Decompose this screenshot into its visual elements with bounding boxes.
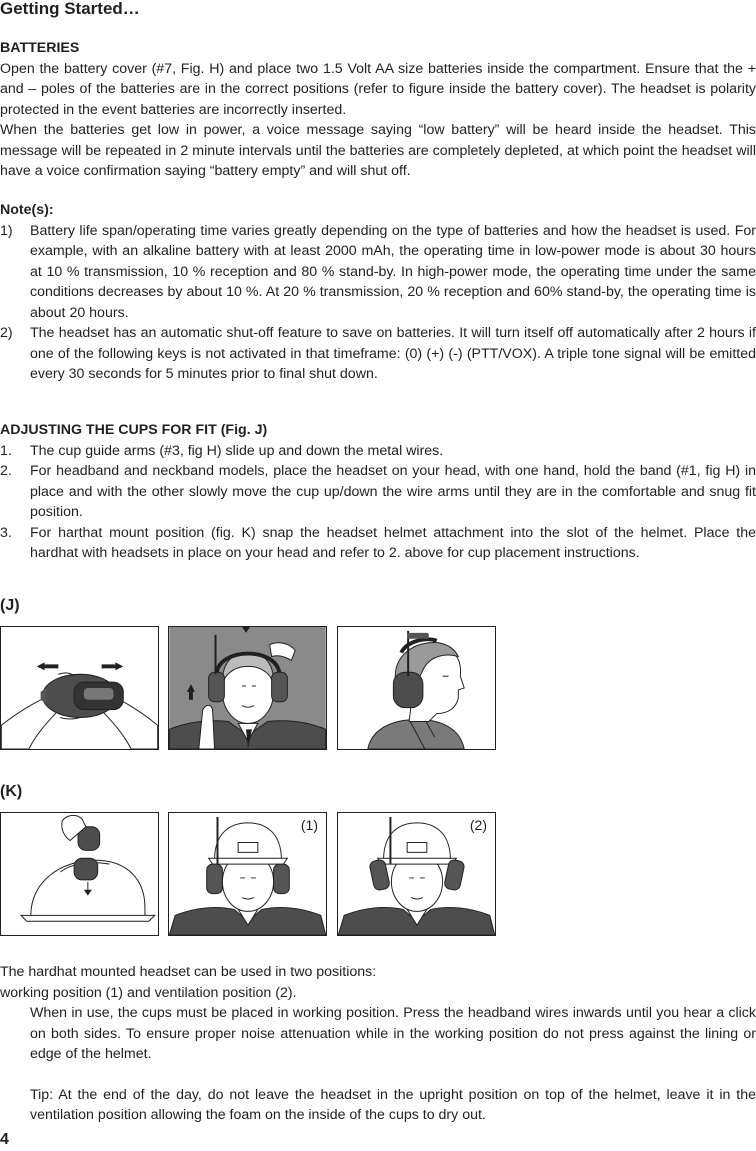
- figure-k-helmet-attach-image: [0, 812, 159, 936]
- batteries-paragraph-2: When the batteries get low in power, a voice message saying “low battery” will be heard inside the headset. This message will be repeated in 2 minute intervals until the batteries are completely depleted, at which point the headset will have a voice confirmation saying “battery empty” and will shut off.: [0, 122, 756, 179]
- figure-j-front-view-image: [168, 626, 327, 750]
- figure-k-working-position-image: [168, 812, 327, 936]
- figure-j-side-view-image: [337, 626, 496, 750]
- step-number: 3.: [0, 524, 12, 541]
- notes-heading: Note(s):: [0, 202, 54, 218]
- step-text: For harthat mount position (fig. K) snap the headset helmet attachment into the slot of the helmet. Place the hardhat with headsets in place on your head and refer to 2. above for cup placement instructions.: [30, 524, 756, 561]
- cups-heading: ADJUSTING THE CUPS FOR FIT (Fig. J): [0, 422, 268, 438]
- page-title: Getting Started…: [0, 0, 140, 18]
- hardhat-section: [0, 962, 756, 1126]
- cups-step: [0, 523, 756, 564]
- cups-section: [0, 420, 756, 564]
- page-number: 4: [0, 1131, 9, 1148]
- front-view-headset-illustration: [169, 627, 326, 749]
- batteries-heading: BATTERIES: [0, 40, 80, 56]
- figure-k-ventilation-position-image: [337, 812, 496, 936]
- working-position-label: (1): [300, 817, 318, 833]
- step-text: For headband and neckband models, place the headset on your head, with one hand, hold the band (#1, fig H) in place and with the other slowly move the cup up/down the wire arms until they are in the comfortable and snug fit position.: [30, 463, 756, 520]
- note-number: 2): [0, 325, 13, 341]
- figure-j-label: (J): [0, 597, 20, 614]
- cups-step: [0, 441, 756, 462]
- hardhat-paragraph: When in use, the cups must be placed in working position. Press the headband wires inwards until you hear a click on both sides. To ensure proper noise attenuation while in the working position do not press against the lining or edge of the helmet.: [30, 1005, 756, 1062]
- figure-k-label: (K): [0, 783, 23, 800]
- batteries-section: [0, 38, 756, 182]
- note-item: [0, 323, 756, 385]
- batteries-paragraph-1: Open the battery cover (#7, Fig. H) and place two 1.5 Volt AA size batteries inside the compartment. Ensure that the + and – poles of the batteries are in the correct positions (refer to figure inside the battery cover). The headset is polarity protected in the event batteries are incorrectly inserted.: [0, 60, 756, 118]
- ventilation-position-label: (2): [469, 817, 487, 833]
- hardhat-line-2: working position (1) and ventilation position (2).: [0, 984, 297, 1001]
- step-text: The cup guide arms (#3, fig H) slide up and down the metal wires.: [30, 442, 444, 459]
- note-text: Battery life span/operating time varies greatly depending on the type of batteries and how the headset is used. For example, with an alkaline battery with at least 2000 mAh, the operating time in low-power mode is about 30 hours at 10 % transmission, 10 % reception and 80 % stand-by. In high-power mode, the operating time under the same conditions decreases by about 10 %. At 20 % transmission, 20 % reception and 60% stand-by, the operating time is about 20 hours.: [30, 222, 756, 321]
- note-item: [0, 221, 756, 324]
- notes-section: [0, 200, 756, 385]
- hardhat-tip: Tip: At the end of the day, do not leave the headset in the upright position on top of the helmet, leave it in the ventilation position allowing the foam on the inside of the cups to dry out.: [30, 1086, 756, 1123]
- figure-j-hands-image: [0, 626, 159, 750]
- note-number: 1): [0, 222, 13, 239]
- step-number: 1.: [0, 442, 12, 459]
- note-text: The headset has an automatic shut-off feature to save on batteries. It will turn itself off automatically after 2 hours if one of the following keys is not activated in that timeframe: (0) (+) (-) (PTT/VOX). A triple tone signal will be emitted every 30 seconds for 5 minutes prior to final shut down.: [30, 325, 756, 382]
- hands-adjusting-cup-illustration: [1, 627, 158, 749]
- hardhat-line-1: The hardhat mounted headset can be used in two positions:: [0, 964, 377, 980]
- cups-step: [0, 461, 756, 523]
- side-view-headset-illustration: [338, 627, 495, 749]
- step-number: 2.: [0, 463, 12, 479]
- helmet-attachment-illustration: [1, 813, 158, 935]
